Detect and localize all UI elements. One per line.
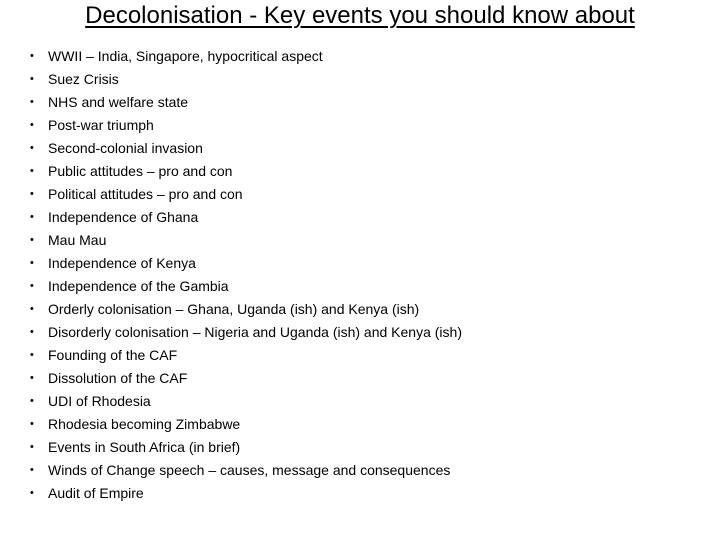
list-item <box>30 68 462 91</box>
list-item <box>30 436 462 459</box>
list-item-text: Winds of Change speech – causes, message and consequences <box>48 462 451 478</box>
event-list <box>30 45 462 505</box>
list-item <box>30 160 462 183</box>
list-item <box>30 183 462 206</box>
list-item <box>30 114 462 137</box>
bullet-icon: • <box>30 165 34 177</box>
list-item-text: Post-war triumph <box>48 117 154 133</box>
list-item-text: Audit of Empire <box>48 485 144 501</box>
list-item <box>30 298 462 321</box>
list-item <box>30 252 462 275</box>
bullet-icon: • <box>30 119 34 131</box>
list-item <box>30 91 462 114</box>
list-item-text: Suez Crisis <box>48 71 119 87</box>
bullet-icon: • <box>30 487 34 499</box>
list-item-text: Political attitudes – pro and con <box>48 186 243 202</box>
bullet-icon: • <box>30 464 34 476</box>
bullet-icon: • <box>30 303 34 315</box>
list-item-text: Rhodesia becoming Zimbabwe <box>48 416 241 432</box>
bullet-icon: • <box>30 73 34 85</box>
list-item <box>30 482 462 505</box>
bullet-icon: • <box>30 441 34 453</box>
list-item-text: Independence of the Gambia <box>48 278 229 294</box>
list-item <box>30 367 462 390</box>
list-item <box>30 275 462 298</box>
bullet-icon: • <box>30 50 34 62</box>
list-item-text: Founding of the CAF <box>48 347 178 363</box>
bullet-icon: • <box>30 395 34 407</box>
list-item-text: UDI of Rhodesia <box>48 393 151 409</box>
bullet-icon: • <box>30 280 34 292</box>
list-item-text: Events in South Africa (in brief) <box>48 439 241 455</box>
list-item <box>30 413 462 436</box>
list-item-text: Mau Mau <box>48 232 107 248</box>
list-item-text: Dissolution of the CAF <box>48 370 188 386</box>
list-item-text: Independence of Ghana <box>48 209 199 225</box>
bullet-icon: • <box>30 234 34 246</box>
bullet-icon: • <box>30 326 34 338</box>
list-item-text: Orderly colonisation – Ghana, Uganda (ish) and Kenya (ish) <box>48 301 420 317</box>
bullet-icon: • <box>30 372 34 384</box>
list-item-text: NHS and welfare state <box>48 94 189 110</box>
list-item <box>30 390 462 413</box>
bullet-icon: • <box>30 96 34 108</box>
bullet-icon: • <box>30 418 34 430</box>
slide-title: Decolonisation - Key events you should know about <box>85 2 635 29</box>
list-item <box>30 137 462 160</box>
list-item <box>30 45 462 68</box>
list-item <box>30 229 462 252</box>
list-item <box>30 344 462 367</box>
list-item-text: WWII – India, Singapore, hypocritical aspect <box>48 48 323 64</box>
bullet-icon: • <box>30 188 34 200</box>
list-item <box>30 206 462 229</box>
list-item-text: Second-colonial invasion <box>48 140 203 156</box>
list-item-text: Public attitudes – pro and con <box>48 163 233 179</box>
list-item <box>30 459 462 482</box>
list-item-text: Independence of Kenya <box>48 255 196 271</box>
bullet-icon: • <box>30 211 34 223</box>
bullet-icon: • <box>30 142 34 154</box>
list-item-text: Disorderly colonisation – Nigeria and Uganda (ish) and Kenya (ish) <box>48 324 462 340</box>
bullet-icon: • <box>30 349 34 361</box>
bullet-icon: • <box>30 257 34 269</box>
list-item <box>30 321 462 344</box>
